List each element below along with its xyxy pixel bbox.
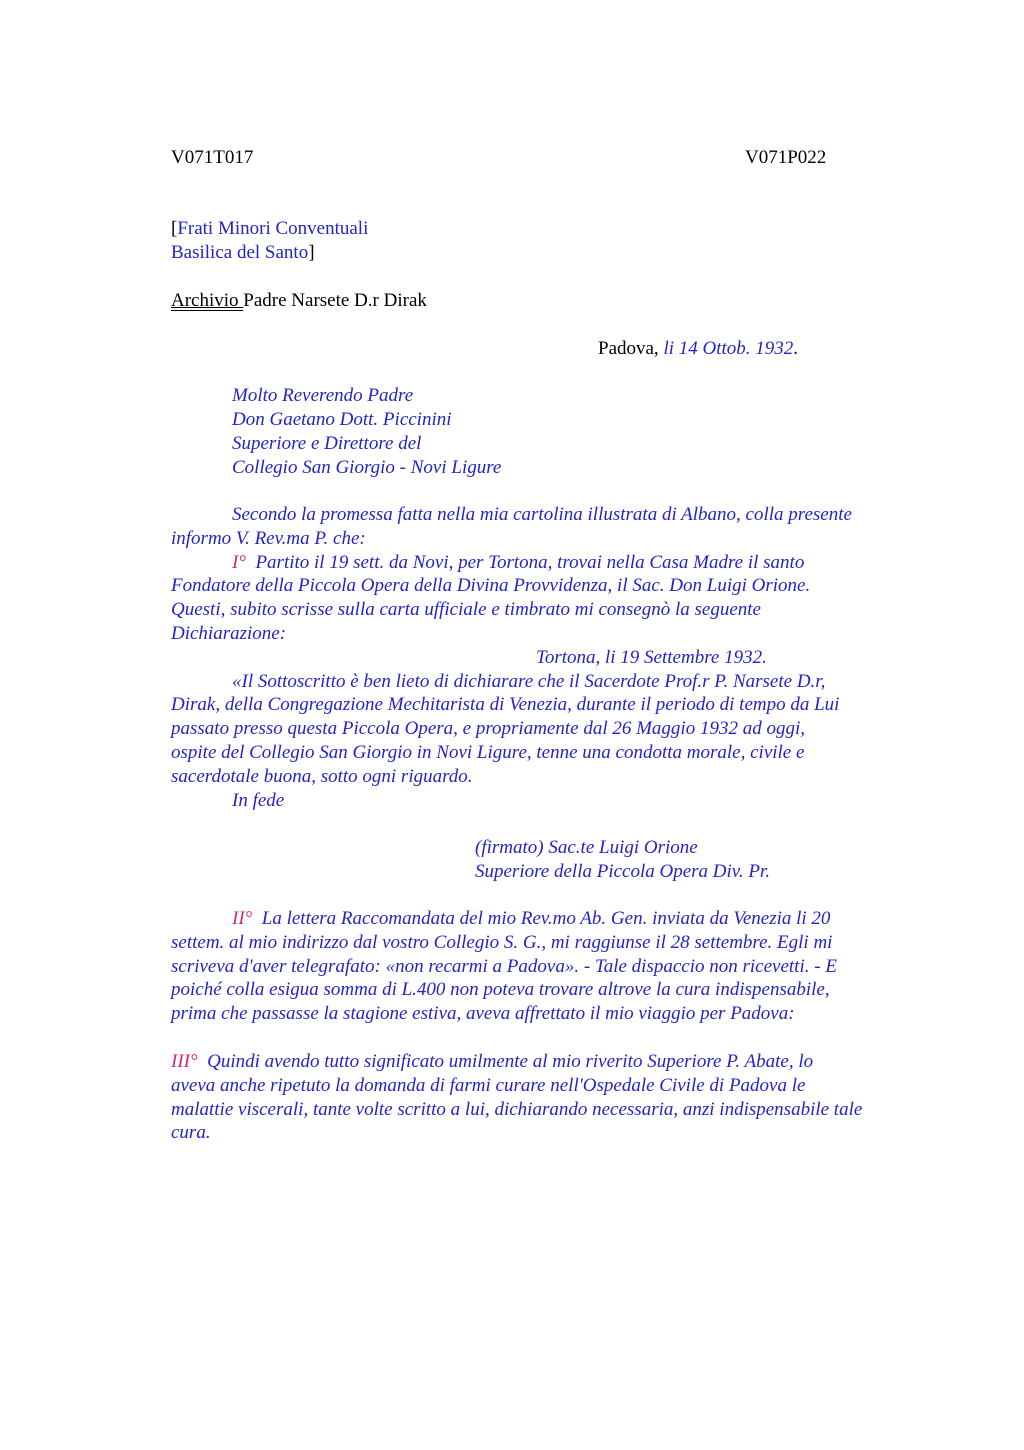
point-1-line: Dichiarazione: (171, 622, 287, 644)
dateline (598, 337, 798, 361)
signature-title: Superiore della Piccola Opera Div. Pr. (475, 861, 770, 882)
letterhead-basilica: Basilica del Santo (171, 242, 309, 263)
intro-line: informo V. Rev.ma P. che: (171, 527, 366, 549)
point-2-line: scriveva d'aver telegrafato: «non recarmi a Padova». - Tale dispaccio non ricevetti. - E (171, 955, 837, 977)
addressee-line: Molto Reverendo Padre (232, 385, 414, 406)
addressee-line: Don Gaetano Dott. Piccinini (232, 409, 452, 430)
dateline-date: li 14 Ottob. 1932 (663, 338, 794, 359)
point-3-line: malattie viscerali, tante volte scritto a lui, dichiarando necessaria, anzi indispensabile tale (171, 1098, 863, 1120)
roman-numeral-3: III° (171, 1051, 198, 1072)
point-1-line: Fondatore della Piccola Opera della Divina Provvidenza, il Sac. Don Luigi Orione. (171, 575, 811, 597)
bracket-open: [ (171, 218, 178, 239)
letterhead-line-2 (171, 241, 315, 265)
in-fede: In fede (232, 789, 285, 811)
addressee-line: Superiore e Direttore del (232, 433, 422, 454)
bracket-close: ] (308, 242, 315, 263)
declaration-line: passato presso questa Piccola Opera, e propriamente dal 26 Maggio 1932 ad oggi, (171, 718, 805, 740)
declaration-line: sacerdotale buona, sotto ogni riguardo. (171, 765, 473, 787)
roman-numeral-2: II° (232, 908, 253, 929)
signature-name: (firmato) Sac.te Luigi Orione (475, 837, 698, 858)
archive-name: Padre Narsete D.r Dirak (243, 290, 427, 311)
roman-numeral-1: I° (232, 551, 246, 573)
dateline-end: . (793, 338, 799, 359)
declaration-date: Tortona, li 19 Settembre 1932. (536, 646, 767, 668)
declaration-line: ospite del Collegio San Giorgio in Novi Ligure, tenne una condotta morale, civile e (171, 741, 805, 763)
point-1-line: Questi, subito scrisse sulla carta ufficiale e timbrato mi consegnò la seguente (171, 599, 761, 621)
point-2-line: prima che passasse la stagione estiva, aveva affrettato il mio viaggio per Padova: (171, 1003, 795, 1025)
intro-line: Secondo la promessa fatta nella mia cartolina illustrata di Albano, colla presente (232, 504, 852, 525)
letter-body-part-3 (171, 1050, 931, 1145)
declaration-line: Dirak, della Congregazione Mechitarista di Venezia, durante il periodo di tempo da Lui (171, 694, 840, 716)
letterhead-line-1 (171, 217, 368, 241)
point-2-line: II° La lettera Raccomandata del mio Rev.mo Ab. Gen. inviata da Venezia li 20 (232, 908, 831, 929)
dateline-place: Padova, (598, 338, 664, 359)
document-code-left: V071T017 (171, 147, 254, 168)
letter-body-part-2 (171, 907, 931, 1026)
letter-body-part-1 (171, 503, 931, 812)
archive-label: Archivio (171, 290, 244, 311)
declaration-line: «Il Sottoscritto è ben lieto di dichiarare che il Sacerdote Prof.r P. Narsete D.r, (232, 670, 826, 692)
addressee-line: Collegio San Giorgio - Novi Ligure (232, 457, 502, 478)
archive-line (171, 289, 427, 313)
point-3-line: cura. (171, 1122, 211, 1144)
point-1-line: I° Partito il 19 sett. da Novi, per Tortona, trovai nella Casa Madre il santo (232, 551, 805, 573)
point-2-line: poiché colla esigua somma di L.400 non poteva trovare altrove la cura indispensabile, (171, 979, 830, 1001)
point-2-line: settem. al mio indirizzo dal vostro Collegio S. G., mi raggiunse il 28 settembre. Egli mi (171, 931, 833, 953)
document-code-right: V071P022 (745, 147, 827, 168)
point-3-line: III° Quindi avendo tutto significato umilmente al mio riverito Superiore P. Abate, lo (171, 1051, 814, 1072)
letterhead-order: Frati Minori Conventuali (177, 218, 369, 239)
point-3-line: aveva anche ripetuto la domanda di farmi curare nell'Ospedale Civile di Padova le (171, 1074, 806, 1096)
